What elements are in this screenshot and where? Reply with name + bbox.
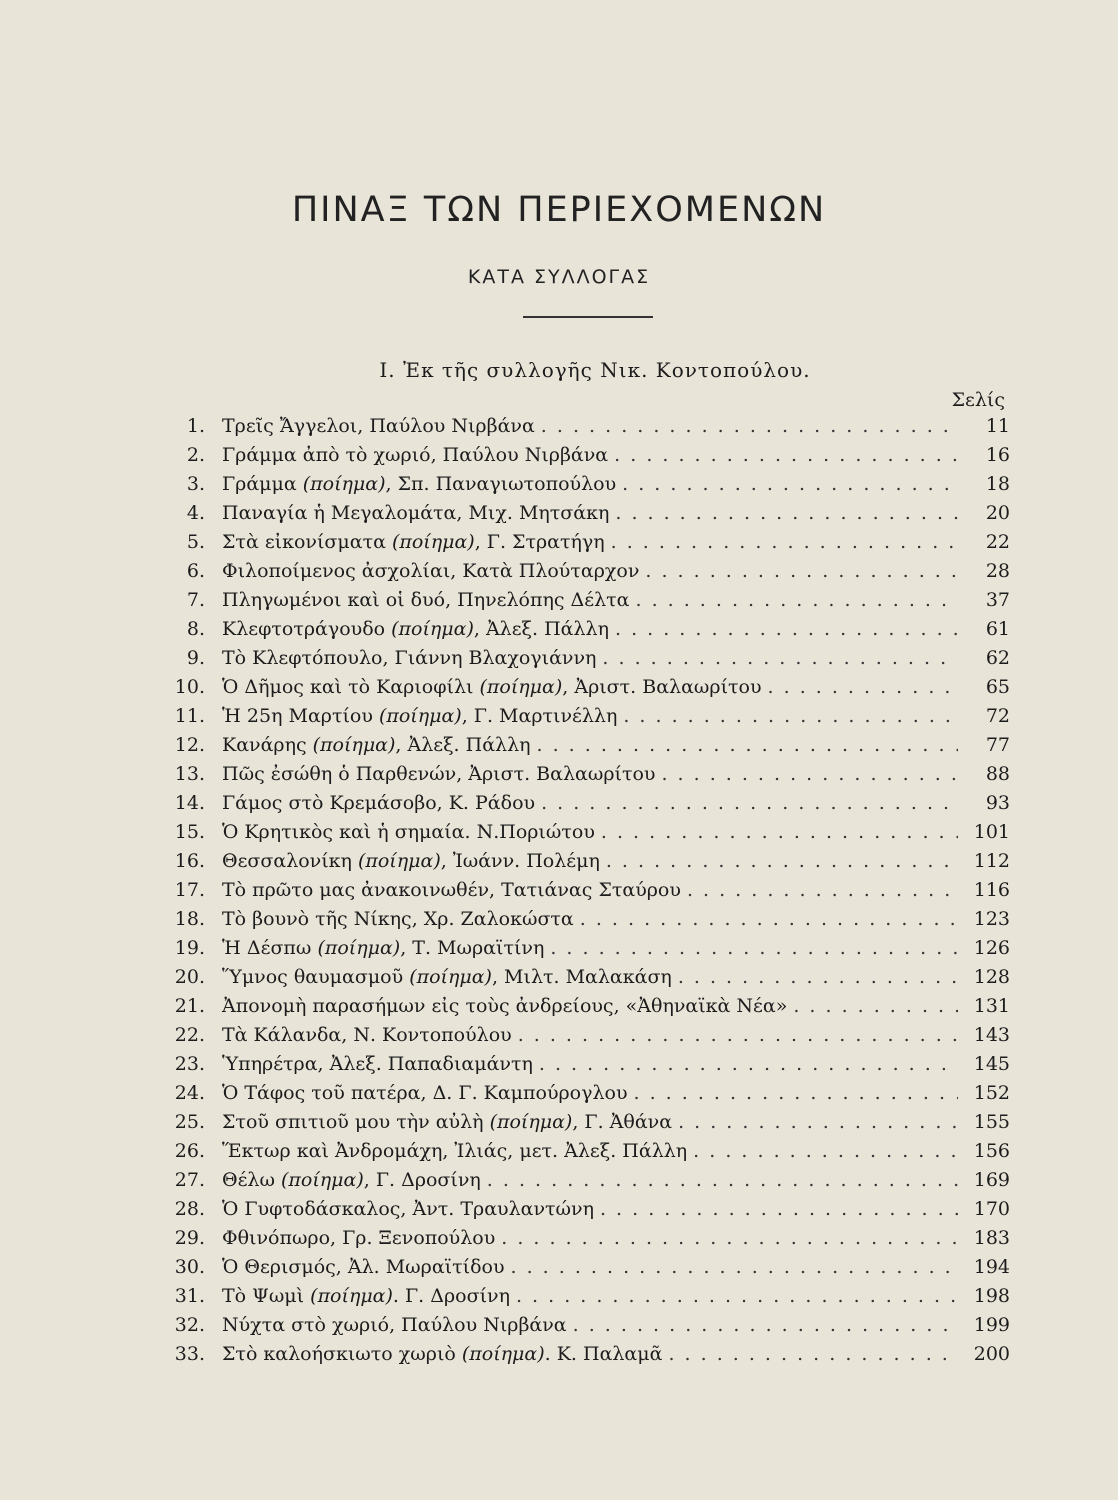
entry-number: 17. — [174, 879, 205, 901]
entry-text: , Γ. Μαρτινέλλη — [461, 705, 618, 727]
entry-text: Γράμμα — [222, 473, 303, 495]
entry-text: Ὁ Θερισμός, Ἀλ. Μωραϊτίδου — [222, 1256, 505, 1278]
entry-text: Πληγωμένοι καὶ οἱ δυό, Πηνελόπης Δέλτα — [222, 589, 630, 611]
toc-entry — [165, 1311, 1010, 1340]
entry-text: Φιλοποίμενος ἀσχολίαι, Κατὰ Πλούταρχον — [222, 560, 640, 582]
entry-page-number: 77 — [985, 734, 1010, 756]
entry-number: 27. — [174, 1169, 205, 1191]
entry-text: Τὰ Κάλανδα, Ν. Κοντοπούλου — [222, 1024, 512, 1046]
entry-page-number: 16 — [985, 444, 1010, 466]
entry-number: 16. — [174, 850, 205, 872]
entry-number: 30. — [174, 1256, 205, 1278]
toc-entry — [165, 1050, 1010, 1079]
entry-title — [222, 992, 787, 1021]
entry-page-number: 22 — [985, 531, 1010, 553]
entry-text: Ἀπονομὴ παρασήμων εἰς τοὺς ἀνδρείους, «Ἀθηναϊκὰ Νέα» — [222, 995, 788, 1017]
entry-genre: (ποίημα) — [409, 966, 492, 988]
toc-entry — [165, 470, 1010, 499]
entry-text: Στὰ εἰκονίσματα — [222, 531, 392, 553]
entry-title — [222, 847, 600, 876]
entry-title — [222, 934, 544, 963]
entry-number: 25. — [174, 1111, 205, 1133]
entry-title — [222, 1311, 567, 1340]
entry-text: Θεσσαλονίκη — [222, 850, 358, 872]
entry-title — [222, 760, 655, 789]
dot-leader — [614, 441, 958, 470]
entry-number: 22. — [174, 1024, 205, 1046]
entry-title — [222, 963, 672, 992]
entry-page-number: 169 — [973, 1169, 1010, 1191]
entry-text: Παναγία ἡ Μεγαλομάτα, Μιχ. Μητσάκη — [222, 502, 610, 524]
entry-title — [222, 789, 535, 818]
entry-text: , Σπ. Παναγιωτοπούλου — [385, 473, 617, 495]
entry-genre: (ποίημα) — [310, 1285, 393, 1307]
entry-text: Τρεῖς Ἄγγελοι, Παύλου Νιρβάνα — [222, 415, 535, 437]
toc-entry — [165, 1108, 1010, 1137]
entry-text: Κλεφτοτράγουδο — [222, 618, 392, 640]
entry-text: Φθινόπωρο, Γρ. Ξενοπούλου — [222, 1227, 496, 1249]
entry-page-number: 101 — [973, 821, 1010, 843]
entry-page-number: 156 — [973, 1140, 1010, 1162]
entry-title — [222, 441, 608, 470]
entry-page-number: 183 — [973, 1227, 1010, 1249]
entry-text: , Γ. Στρατήγη — [474, 531, 605, 553]
entry-text: Ὕμνος θαυμασμοῦ — [222, 966, 410, 988]
entry-number: 18. — [174, 908, 205, 930]
entry-page-number: 37 — [985, 589, 1010, 611]
dot-leader — [501, 1224, 958, 1253]
entry-number: 33. — [174, 1343, 205, 1365]
entry-number: 20. — [174, 966, 205, 988]
dot-leader — [634, 1079, 959, 1108]
entry-genre: (ποίημα) — [378, 705, 462, 727]
toc-entry — [165, 1340, 1010, 1369]
entry-title — [222, 499, 609, 528]
entry-text: . Κ. Παλαμᾶ — [544, 1343, 663, 1365]
toc-entry — [165, 673, 1010, 702]
entry-page-number: 112 — [973, 850, 1010, 872]
entry-page-number: 155 — [973, 1111, 1010, 1133]
entry-title — [222, 1340, 662, 1369]
entry-page-number: 123 — [973, 908, 1010, 930]
toc-entry — [165, 789, 1010, 818]
toc-entry — [165, 1195, 1010, 1224]
dot-leader — [580, 905, 958, 934]
entry-text: Τὸ Ψωμὶ — [222, 1285, 311, 1307]
entry-title — [222, 731, 531, 760]
dot-leader — [615, 499, 958, 528]
entry-page-number: 61 — [985, 618, 1010, 640]
entry-text: Γάμος στὸ Κρεμάσοβο, Κ. Ράδου — [222, 792, 536, 814]
dot-leader — [615, 615, 958, 644]
entry-text: Ἡ 25η Μαρτίου — [222, 705, 379, 727]
entry-text: , Ἰωάνν. Πολέμη — [440, 850, 600, 872]
entry-page-number: 93 — [985, 792, 1010, 814]
toc-entry — [165, 963, 1010, 992]
toc-entry — [165, 441, 1010, 470]
dot-leader — [793, 992, 958, 1021]
entry-page-number: 194 — [973, 1256, 1010, 1278]
entry-text: , Ἀλεξ. Πάλλη — [395, 734, 531, 756]
entry-page-number: 18 — [985, 473, 1010, 495]
entry-title — [222, 1050, 533, 1079]
entry-number: 11. — [174, 705, 205, 727]
entry-number: 26. — [174, 1140, 205, 1162]
page-column-heading: Σελίς — [951, 389, 1005, 411]
entry-text: Θέλω — [222, 1169, 281, 1191]
entry-page-number: 199 — [973, 1314, 1010, 1336]
dot-leader — [602, 644, 958, 673]
entry-title — [222, 557, 639, 586]
dot-leader — [622, 470, 958, 499]
entry-title — [222, 1195, 594, 1224]
entry-genre: (ποίημα) — [317, 937, 401, 959]
toc-entry — [165, 528, 1010, 557]
dot-leader — [606, 847, 958, 876]
entry-title — [222, 1282, 510, 1311]
entry-text: Τὸ πρῶτο μας ἀνακοινωθέν, Τατιάνας Σταύρου — [222, 879, 681, 901]
entry-number: 21. — [174, 995, 205, 1017]
entry-text: Στὸ καλοήσκιωτο χωριὸ — [222, 1343, 462, 1365]
entry-page-number: 62 — [985, 647, 1010, 669]
entry-text: Πῶς ἐσώθη ὁ Παρθενών, Ἀριστ. Βαλαωρίτου — [222, 763, 656, 785]
dot-leader — [623, 702, 958, 731]
entry-title — [222, 412, 535, 441]
toc-list — [165, 412, 1010, 1369]
dot-leader — [661, 760, 958, 789]
entry-genre: (ποίημα) — [302, 473, 386, 495]
entry-number: 24. — [174, 1082, 205, 1104]
entry-title — [222, 615, 609, 644]
toc-entry — [165, 731, 1010, 760]
entry-text: Τὸ Κλεφτόπουλο, Γιάννη Βλαχογιάννη — [222, 647, 597, 669]
entry-text: , Γ. Δροσίνη — [363, 1169, 481, 1191]
entry-title — [222, 644, 596, 673]
dot-leader — [539, 1050, 958, 1079]
entry-genre: (ποίημα) — [391, 531, 475, 553]
entry-page-number: 152 — [973, 1082, 1010, 1104]
entry-text: , Μιλτ. Μαλακάση — [491, 966, 672, 988]
entry-title — [222, 1137, 687, 1166]
entry-text: Νύχτα στὸ χωριό, Παύλου Νιρβάνα — [222, 1314, 567, 1336]
dot-leader — [645, 557, 958, 586]
entry-genre: (ποίημα) — [489, 1111, 573, 1133]
entry-text: Ὁ Τάφος τοῦ πατέρα, Δ. Γ. Καμπούρογλου — [222, 1082, 628, 1104]
entry-page-number: 198 — [973, 1285, 1010, 1307]
entry-text: Ὁ Δῆμος καὶ τὸ Καριοφίλι — [222, 676, 480, 698]
entry-text: Ἕκτωρ καὶ Ἀνδρομάχη, Ἰλιάς, μετ. Ἀλεξ. Πάλλη — [222, 1140, 688, 1162]
entry-number: 13. — [174, 763, 205, 785]
entry-title — [222, 673, 762, 702]
entry-number: 31. — [174, 1285, 205, 1307]
dot-leader — [668, 1340, 958, 1369]
entry-genre: (ποίημα) — [281, 1169, 364, 1191]
dot-leader — [768, 673, 958, 702]
section-heading: Ι. Ἐκ τῆς συλλογῆς Νικ. Κοντοπούλου. — [379, 358, 811, 382]
entry-text: . Γ. Δροσίνη — [392, 1285, 510, 1307]
entry-genre: (ποίημα) — [391, 618, 474, 640]
entry-text: Τὸ βουνὸ τῆς Νίκης, Χρ. Ζαλοκώστα — [222, 908, 574, 930]
entry-page-number: 143 — [973, 1024, 1010, 1046]
toc-entry — [165, 847, 1010, 876]
dot-leader — [541, 412, 958, 441]
entry-title — [222, 1079, 628, 1108]
entry-number: 9. — [186, 647, 205, 669]
dot-leader — [693, 1137, 958, 1166]
toc-entry — [165, 499, 1010, 528]
entry-title — [222, 1253, 505, 1282]
toc-entry — [165, 1282, 1010, 1311]
entry-text: Ὁ Κρητικὸς καὶ ἡ σημαία. Ν.Ποριώτου — [222, 821, 595, 843]
entry-page-number: 200 — [973, 1343, 1010, 1365]
entry-page-number: 88 — [985, 763, 1010, 785]
entry-number: 7. — [186, 589, 205, 611]
entry-page-number: 65 — [985, 676, 1010, 698]
entry-page-number: 11 — [985, 415, 1010, 437]
entry-title — [222, 586, 629, 615]
entry-text: Ἡ Δέσπω — [222, 937, 318, 959]
toc-entry — [165, 1253, 1010, 1282]
entry-page-number: 170 — [973, 1198, 1010, 1220]
toc-entry — [165, 992, 1010, 1021]
entry-text: , Ἀλεξ. Πάλλη — [473, 618, 609, 640]
entry-page-number: 72 — [985, 705, 1010, 727]
entry-page-number: 126 — [973, 937, 1010, 959]
entry-text: Κανάρης — [222, 734, 313, 756]
toc-entry — [165, 644, 1010, 673]
toc-entry — [165, 1224, 1010, 1253]
toc-entry — [165, 1137, 1010, 1166]
toc-entry — [165, 615, 1010, 644]
toc-entry — [165, 876, 1010, 905]
entry-number: 29. — [174, 1227, 205, 1249]
entry-title — [222, 528, 605, 557]
entry-page-number: 20 — [985, 502, 1010, 524]
entry-number: 1. — [186, 415, 205, 437]
entry-number: 12. — [174, 734, 205, 756]
dot-leader — [550, 934, 958, 963]
entry-title — [222, 1166, 481, 1195]
entry-text: , Τ. Μωραϊτίνη — [400, 937, 545, 959]
entry-text: , Ἀριστ. Βαλαωρίτου — [562, 676, 762, 698]
dot-leader — [573, 1311, 958, 1340]
dot-leader — [516, 1282, 958, 1311]
toc-entry — [165, 1166, 1010, 1195]
entry-title — [222, 470, 616, 499]
entry-page-number: 131 — [973, 995, 1010, 1017]
entry-number: 10. — [174, 676, 205, 698]
title-rule — [523, 316, 653, 318]
toc-entry — [165, 1079, 1010, 1108]
entry-number: 6. — [186, 560, 205, 582]
entry-number: 32. — [174, 1314, 205, 1336]
toc-entry — [165, 557, 1010, 586]
entry-title — [222, 1021, 512, 1050]
toc-entry — [165, 818, 1010, 847]
dot-leader — [611, 528, 958, 557]
entry-number: 15. — [174, 821, 205, 843]
toc-entry — [165, 586, 1010, 615]
dot-leader — [511, 1253, 958, 1282]
entry-title — [222, 905, 574, 934]
entry-title — [222, 702, 617, 731]
entry-number: 23. — [174, 1053, 205, 1075]
dot-leader — [600, 1195, 958, 1224]
page-subtitle: ΚΑΤΑ ΣΥΛΛΟΓΑΣ — [467, 266, 651, 288]
dot-leader — [518, 1021, 958, 1050]
entry-title — [222, 1108, 672, 1137]
toc-entry — [165, 760, 1010, 789]
dot-leader — [537, 731, 958, 760]
dot-leader — [687, 876, 958, 905]
entry-text: Στοῦ σπιτιοῦ μου τὴν αὐλὴ — [222, 1111, 490, 1133]
entry-genre: (ποίημα) — [312, 734, 396, 756]
toc-entry — [165, 934, 1010, 963]
entry-title — [222, 876, 681, 905]
toc-entry — [165, 412, 1010, 441]
entry-number: 4. — [186, 502, 205, 524]
entry-text: Γράμμα ἀπὸ τὸ χωριό, Παύλου Νιρβάνα — [222, 444, 609, 466]
entry-number: 19. — [174, 937, 205, 959]
toc-entry — [165, 702, 1010, 731]
dot-leader — [541, 789, 958, 818]
entry-text: , Γ. Ἀθάνα — [572, 1111, 673, 1133]
entry-genre: (ποίημα) — [461, 1343, 545, 1365]
entry-title — [222, 818, 595, 847]
entry-text: Ὁ Γυφτοδάσκαλος, Ἀντ. Τραυλαντώνη — [222, 1198, 594, 1220]
entry-number: 3. — [186, 473, 205, 495]
entry-genre: (ποίημα) — [357, 850, 441, 872]
dot-leader — [635, 586, 958, 615]
entry-page-number: 28 — [985, 560, 1010, 582]
dot-leader — [601, 818, 958, 847]
entry-number: 14. — [174, 792, 205, 814]
entry-number: 5. — [186, 531, 205, 553]
entry-page-number: 116 — [973, 879, 1010, 901]
dot-leader — [678, 963, 958, 992]
entry-number: 8. — [186, 618, 205, 640]
page-title: ΠΙΝΑΞ ΤΩΝ ΠΕΡΙΕΧΟΜΕΝΩΝ — [291, 190, 827, 230]
entry-genre: (ποίημα) — [479, 676, 563, 698]
entry-title — [222, 1224, 495, 1253]
toc-entry — [165, 1021, 1010, 1050]
entry-number: 28. — [174, 1198, 205, 1220]
toc-entry — [165, 905, 1010, 934]
entry-page-number: 145 — [973, 1053, 1010, 1075]
entry-page-number: 128 — [973, 966, 1010, 988]
dot-leader — [487, 1166, 958, 1195]
entry-number: 2. — [186, 444, 205, 466]
entry-text: Ὑπηρέτρα, Ἀλεξ. Παπαδιαμάντη — [222, 1053, 533, 1075]
dot-leader — [678, 1108, 958, 1137]
